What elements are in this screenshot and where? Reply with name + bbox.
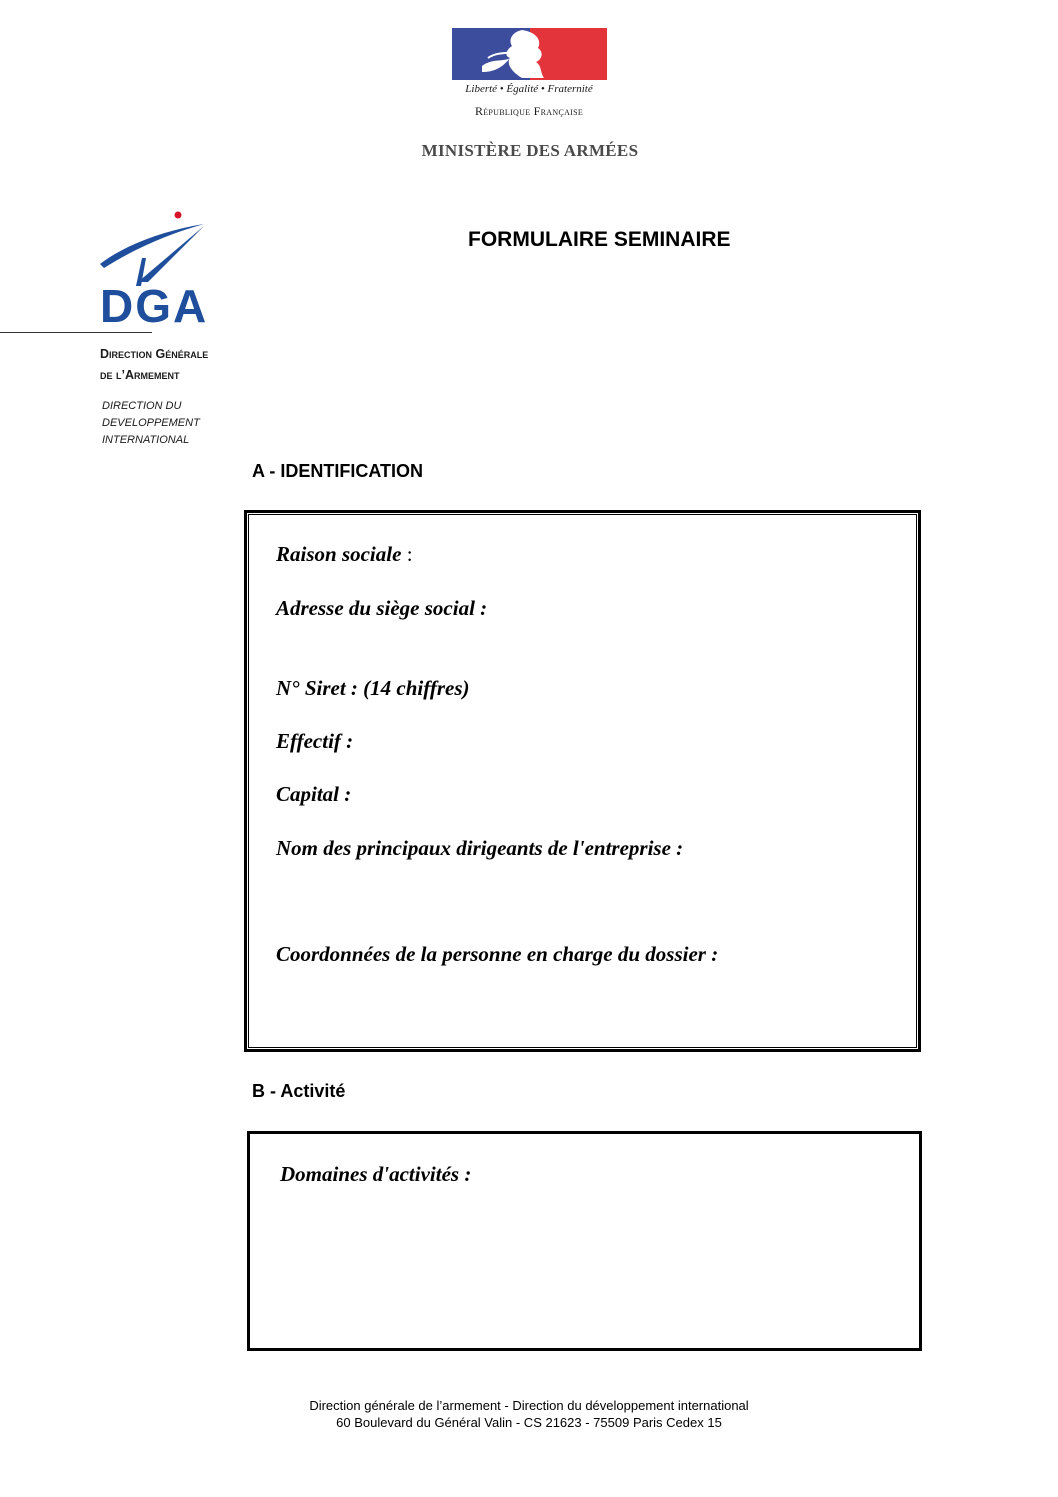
identification-box[interactable] [244,510,921,1052]
department-line-3: INTERNATIONAL [102,434,190,446]
raison-sociale-colon: : [401,542,413,566]
adresse-siege-label[interactable]: Adresse du siège social : [276,596,488,620]
marianne-emblem [452,28,607,80]
coordonnees-label[interactable]: Coordonnées de la personne en charge du dossier : [276,942,719,966]
effectif-label[interactable]: Effectif : [276,729,354,753]
organisation-name [100,344,208,386]
section-a-heading: A - IDENTIFICATION [252,461,423,481]
header-divider [0,332,152,333]
footer-line-1: Direction générale de l’armement - Direction du développement international [309,1398,749,1413]
department-name [102,398,200,449]
dirigeants-label[interactable]: Nom des principaux dirigeants de l'entreprise : [276,836,684,860]
domaines-label[interactable]: Domaines d'activités : [280,1162,472,1186]
department-line-1: DIRECTION DU [102,400,182,412]
organisation-line-1: Direction Générale [100,347,209,361]
footer-line-2: 60 Boulevard du Général Valin - CS 21623 - 75509 Paris Cedex 15 [336,1415,722,1430]
raison-sociale-field[interactable] [276,542,413,567]
raison-sociale-label: Raison sociale [276,542,402,566]
capital-label[interactable]: Capital : [276,782,352,806]
organisation-line-2: de l’Armement [100,368,180,382]
dga-logo [96,208,212,328]
dga-logo-text: DGA [100,280,209,328]
republic-name: République Française [474,104,584,118]
page-title: FORMULAIRE SEMINAIRE [468,228,731,251]
ministry-name: MINISTÈRE DES ARMÉES [421,141,639,160]
section-b-heading: B - Activité [252,1081,346,1101]
republic-motto: Liberté • Égalité • Fraternité [465,83,593,95]
department-line-2: DEVELOPPEMENT [102,417,200,429]
siret-label[interactable]: N° Siret : (14 chiffres) [276,676,470,700]
